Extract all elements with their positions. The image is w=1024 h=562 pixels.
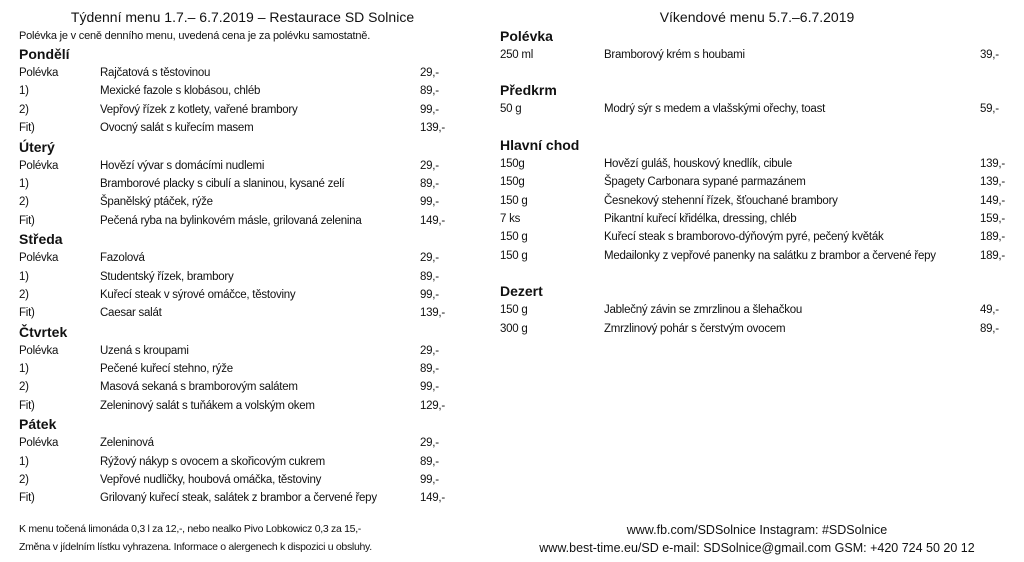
item-price: 189,- — [980, 231, 1005, 244]
section-heading: Pondělí — [19, 46, 70, 62]
menu-item — [490, 210, 1024, 228]
item-dish: Fazolová — [100, 252, 145, 265]
item-label: 50 g — [500, 103, 522, 116]
item-price: 29,- — [420, 252, 439, 265]
contact-info[interactable]: www.best-time.eu/SD e-mail: SDSolnice@gmail.com GSM: +420 724 50 20 12 — [539, 541, 975, 555]
menu-item — [490, 173, 1024, 191]
menu-item — [0, 64, 470, 82]
menu-item — [490, 301, 1024, 319]
item-label: 1) — [19, 455, 29, 468]
menu-item — [490, 46, 1024, 64]
item-label: Fit) — [19, 122, 35, 135]
item-label: Fit) — [19, 307, 35, 320]
weekend-menu-title: Víkendové menu 5.7.–6.7.2019 — [659, 9, 855, 25]
menu-item — [0, 212, 470, 230]
section-heading: Předkrm — [500, 82, 557, 99]
item-dish: Bramborový krém s houbami — [604, 49, 745, 61]
item-dish: Pikantní kuřecí křidélka, dressing, chléb — [604, 212, 797, 225]
item-price: 99,- — [420, 474, 439, 487]
item-label: 250 ml — [500, 49, 534, 61]
item-price: 149,- — [420, 492, 445, 505]
menu-item — [490, 155, 1024, 173]
item-label: 1) — [19, 177, 29, 190]
soup-price-note: Polévka je v ceně denního menu, uvedená cena je za polévku samostatně. — [19, 30, 371, 42]
weekly-footer — [19, 520, 372, 556]
menu-item — [0, 249, 470, 267]
item-price: 139,- — [980, 157, 1005, 170]
item-price: 99,- — [420, 103, 439, 116]
menu-item — [0, 101, 470, 119]
item-label: 300 g — [500, 322, 528, 335]
section-heading: Dezert — [500, 283, 543, 300]
item-price: 139,- — [420, 307, 445, 320]
item-dish: Španělský ptáček, rýže — [100, 196, 213, 209]
section-heading: Čtvrtek — [19, 323, 68, 340]
item-price: 189,- — [980, 249, 1005, 262]
menu-item — [490, 320, 1024, 338]
item-dish: Pečené kuřecí stehno, rýže — [100, 363, 233, 376]
menu-item — [490, 247, 1024, 265]
menu-item — [0, 82, 470, 100]
item-label: 7 ks — [500, 212, 521, 225]
item-label: 150 g — [500, 304, 528, 317]
weekly-days — [0, 45, 470, 508]
weekend-sections — [490, 27, 1024, 338]
item-price: 139,- — [980, 176, 1005, 189]
item-price: 39,- — [980, 49, 999, 61]
item-label: 150 g — [500, 231, 528, 244]
item-dish: Modrý sýr s medem a vlašskými ořechy, toast — [604, 103, 826, 116]
item-label: Polévka — [19, 344, 59, 357]
item-dish: Špagety Carbonara sypané parmazánem — [604, 176, 806, 189]
item-label: 2) — [19, 103, 29, 116]
menu-item — [0, 286, 470, 304]
menu-item — [0, 157, 470, 175]
menu-item — [0, 397, 470, 415]
item-label: 2) — [19, 474, 29, 487]
section-heading: Pátek — [19, 416, 57, 433]
item-price: 99,- — [420, 288, 439, 301]
item-dish: Rajčatová s těstovinou — [100, 67, 211, 79]
contact-footer — [490, 521, 1024, 557]
item-label: 1) — [19, 270, 29, 283]
weekly-menu — [0, 0, 470, 508]
item-dish: Zmrzlinový pohár s čerstvým ovocem — [604, 322, 786, 335]
item-dish: Uzená s kroupami — [100, 344, 189, 357]
item-label: 1) — [19, 363, 29, 376]
item-price: 89,- — [420, 455, 439, 468]
item-dish: Hovězí vývar s domácími nudlemi — [100, 159, 265, 172]
item-price: 29,- — [420, 159, 439, 172]
item-price: 89,- — [420, 177, 439, 190]
item-price: 89,- — [980, 322, 999, 335]
item-dish: Caesar salát — [100, 307, 162, 320]
item-label: 2) — [19, 196, 29, 209]
menu-item — [0, 434, 470, 452]
menu-item — [0, 378, 470, 396]
item-dish: Kuřecí steak v sýrové omáčce, těstoviny — [100, 288, 296, 301]
section-heading: Polévka — [500, 28, 553, 44]
item-price: 149,- — [420, 214, 445, 227]
item-dish: Masová sekaná s bramborovým salátem — [100, 381, 298, 394]
item-label: Fit) — [19, 399, 35, 412]
item-price: 129,- — [420, 399, 445, 412]
menu-item — [0, 471, 470, 489]
section-heading: Úterý — [19, 138, 55, 155]
item-dish: Studentský řízek, brambory — [100, 270, 234, 283]
item-price: 29,- — [420, 67, 439, 79]
item-label: 150 g — [500, 249, 528, 262]
menu-item — [0, 119, 470, 137]
menu-item — [490, 192, 1024, 210]
item-label: Polévka — [19, 437, 59, 450]
item-dish: Vepřový řízek z kotlety, vařené brambory — [100, 103, 298, 116]
item-label: 2) — [19, 381, 29, 394]
section-gap — [490, 64, 1024, 81]
item-label: 150 g — [500, 194, 528, 207]
section-heading: Hlavní chod — [500, 136, 580, 153]
item-price: 89,- — [420, 85, 439, 98]
item-price: 89,- — [420, 363, 439, 376]
item-label: 1) — [19, 85, 29, 98]
menu-item — [0, 453, 470, 471]
item-dish: Rýžový nákyp s ovocem a skořicovým cukrem — [100, 455, 325, 468]
item-price: 89,- — [420, 270, 439, 283]
item-dish: Hovězí guláš, houskový knedlík, cibule — [604, 157, 793, 170]
item-price: 159,- — [980, 212, 1005, 225]
menu-item — [0, 304, 470, 322]
weekly-menu-title: Týdenní menu 1.7.– 6.7.2019 – Restaurace SD Solnice — [70, 9, 415, 25]
menu-item — [0, 360, 470, 378]
item-dish: Zeleninová — [100, 437, 154, 450]
item-price: 29,- — [420, 344, 439, 357]
drinks-note: K menu točená limonáda 0,3 l za 12,-, nebo nealko Pivo Lobkowicz 0,3 za 15,- — [19, 523, 362, 535]
item-dish: Medailonky z vepřové panenky na salátku z brambor a červené řepy — [604, 249, 936, 262]
weekend-menu — [490, 0, 1024, 338]
item-label: 2) — [19, 288, 29, 301]
social-links[interactable]: www.fb.com/SDSolnice Instagram: #SDSolnice — [626, 523, 888, 537]
menu-item — [490, 100, 1024, 118]
item-label: 150g — [500, 176, 525, 189]
item-dish: Bramborové placky s cibulí a slaninou, kysané zelí — [100, 177, 345, 190]
section-heading: Středa — [19, 231, 63, 248]
menu-item — [0, 175, 470, 193]
menu-item — [0, 193, 470, 211]
item-dish: Mexické fazole s klobásou, chléb — [100, 85, 261, 98]
item-label: Polévka — [19, 159, 59, 172]
section-gap — [490, 265, 1024, 282]
item-dish: Grilovaný kuřecí steak, salátek z brambor a červené řepy — [100, 492, 377, 505]
item-label: Polévka — [19, 67, 59, 79]
menu-item — [0, 342, 470, 360]
item-dish: Zeleninový salát s tuňákem a volským okem — [100, 399, 315, 412]
section-gap — [490, 119, 1024, 136]
item-label: 150g — [500, 157, 525, 170]
menu-item — [0, 489, 470, 507]
allergen-note: Změna v jídelním lístku vyhrazena. Informace o alergenech k dispozici u obsluhy. — [19, 541, 372, 553]
item-dish: Česnekový stehenní řízek, šťouchané brambory — [604, 194, 838, 207]
item-price: 59,- — [980, 103, 999, 116]
item-price: 139,- — [420, 122, 445, 135]
item-dish: Vepřové nudličky, houbová omáčka, těstoviny — [100, 474, 322, 487]
item-price: 29,- — [420, 437, 439, 450]
item-price: 99,- — [420, 196, 439, 209]
item-price: 99,- — [420, 381, 439, 394]
item-label: Fit) — [19, 492, 35, 505]
item-dish: Pečená ryba na bylinkovém másle, grilovaná zelenina — [100, 214, 362, 227]
item-label: Fit) — [19, 214, 35, 227]
item-label: Polévka — [19, 252, 59, 265]
menu-item — [490, 228, 1024, 246]
item-dish: Ovocný salát s kuřecím masem — [100, 122, 254, 135]
item-dish: Jablečný závin se zmrzlinou a šlehačkou — [604, 304, 802, 317]
item-dish: Kuřecí steak s bramborovo-dýňovým pyré, pečený květák — [604, 231, 884, 244]
item-price: 49,- — [980, 304, 999, 317]
item-price: 149,- — [980, 194, 1005, 207]
menu-item — [0, 268, 470, 286]
